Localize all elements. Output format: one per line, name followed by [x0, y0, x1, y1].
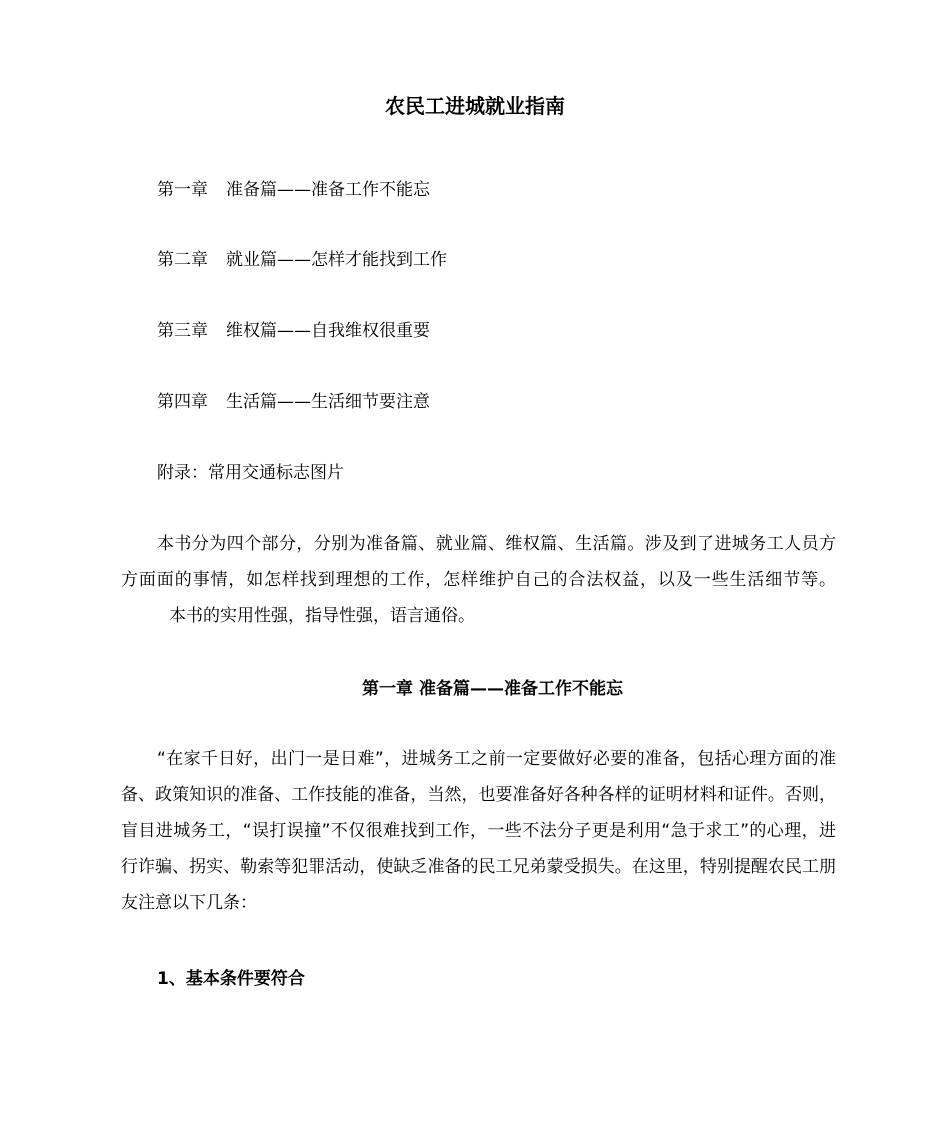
toc-chapter-label: 第三章	[157, 321, 208, 341]
intro-paragraph	[121, 526, 836, 634]
toc-chapter-label: 第二章	[157, 250, 208, 270]
toc-chapter-title: 准备篇——准备工作不能忘	[226, 180, 430, 200]
intro-text-part-1: 本书分为四个部分，分别为准备篇、就业篇、维权篇、生活篇。涉及到了进城务工人员方方面面的事情，如怎样找到理想的工作，怎样维护自己的合法权益，以及一些生活细节等。	[121, 534, 836, 590]
document-title: 农民工进城就业指南	[385, 94, 565, 118]
toc-item-chapter-1	[157, 178, 430, 202]
toc-item-chapter-4	[157, 390, 430, 414]
toc-chapter-label: 第一章	[157, 180, 208, 200]
toc-chapter-title: 维权篇——自我维权很重要	[226, 321, 430, 341]
toc-chapter-label: 第四章	[157, 392, 208, 412]
section-1-heading: 1、基本条件要符合	[157, 969, 305, 989]
intro-text-part-2: 本书的实用性强，指导性强，语言通俗。	[169, 606, 475, 626]
chapter-1-heading: 第一章 准备篇——准备工作不能忘	[362, 679, 623, 699]
toc-chapter-title: 生活篇——生活细节要注意	[226, 392, 430, 412]
toc-item-chapter-3	[157, 319, 430, 343]
toc-item-chapter-2	[157, 248, 447, 272]
chapter-1-paragraph: “在家千日好，出门一是日难”，进城务工之前一定要做好必要的准备，包括心理方面的准备、政策知识的准备、工作技能的准备，当然，也要准备好各种各样的证明材料和证件。否则，盲目进城务工，“误打误撞”不仅很难找到工作，一些不法分子更是利用“急于求工”的心理，进行诈骗、拐实、勒索等犯罪活动，使缺乏准备的民工兄弟蒙受损失。在这里，特别提醒农民工朋友注意以下几条：	[121, 749, 836, 913]
toc-chapter-title: 就业篇——怎样才能找到工作	[226, 250, 447, 270]
toc-item-appendix: 附录：常用交通标志图片	[157, 463, 344, 483]
